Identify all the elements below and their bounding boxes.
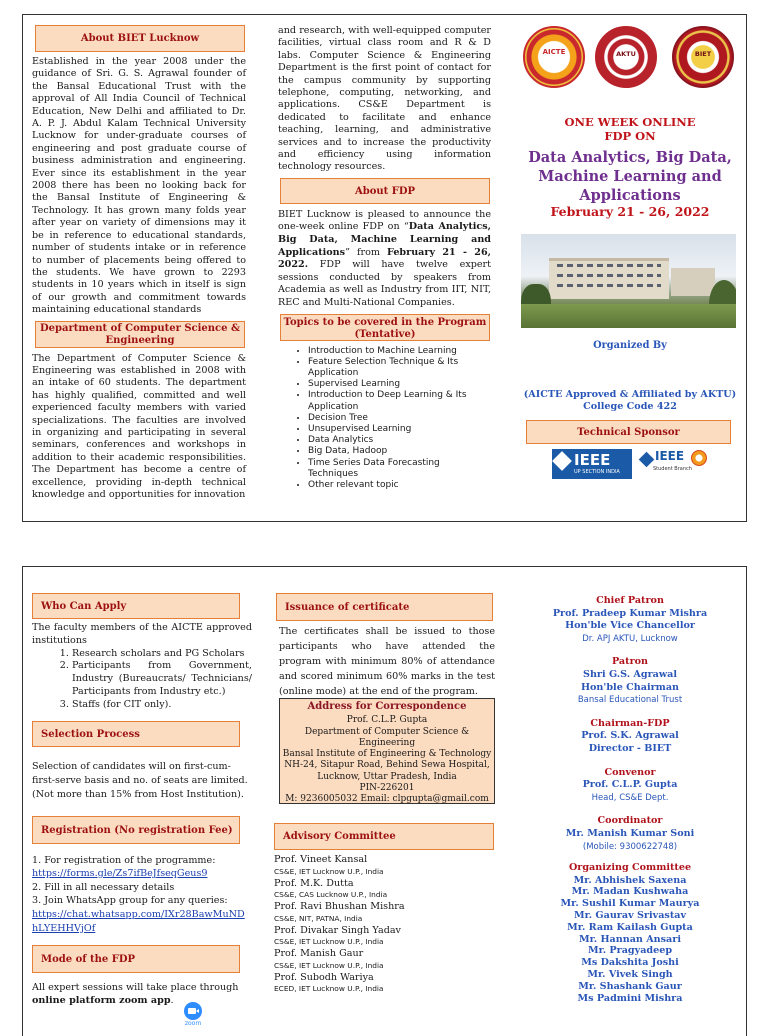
dept-text: The Department of Computer Science & Engineering was established in 2008 with an intake of 60 students. The department has highly qualified, committed and well experienced faculty members with varied specializations. The faculties are involved in organizing and participating in several seminars, conferences and workshops in addition to their academic responsibilities. The Department has become a centre of excellence, providing in-depth technical knowledge and opportunities for innovation (32, 352, 246, 500)
organizing-member: Mr. Sushil Kumar Maurya (560, 898, 700, 910)
biet-logo: BIET (672, 26, 734, 88)
registration-steps (32, 854, 252, 936)
who-can-apply-list (32, 648, 252, 712)
chairman-name: Prof. S.K. Agrawal (581, 730, 679, 742)
convenor-name: Prof. C.L.P. Gupta (582, 779, 678, 791)
address-line: Department of Computer Science & Engineering (304, 726, 470, 748)
address-heading: Address for Correspondence (307, 701, 467, 712)
address-line: M: 9236005032 Email: clpgupta@gmail.com (285, 794, 489, 805)
address-line: Lucknow, Uttar Pradesh, India (317, 771, 457, 782)
topic-item: • Supervised Learning (308, 379, 491, 390)
registration-heading: Registration (No registration Fee) (32, 816, 240, 844)
advisory-member-affiliation: CS&E, NIT, PATNA, India (274, 913, 363, 923)
chairman-role: Director - BIET (588, 742, 672, 754)
about-fdp-heading: About FDP (280, 178, 490, 204)
topic-item: • Feature Selection Technique & Its Application (308, 357, 491, 379)
organizing-committee-list (519, 875, 741, 1005)
topic-item: • Decision Tree (308, 413, 491, 424)
approval-info: (AICTE Approved & Affiliated by AKTU) College Code 422 (523, 389, 737, 412)
certificate-text: The certificates shall be issued to those participants who have attended the program with minimum 80% of attendance and scored minimum 60% marks in the test (online mode) at the end of the program. (279, 626, 495, 697)
aktu-logo: AKTU (595, 26, 657, 88)
coordinator-name: Mr. Manish Kumar Soni (565, 827, 695, 839)
convenor-role: Head, CS&E Dept. (591, 792, 669, 803)
organizing-committee-title: Organizing Committee (568, 862, 692, 874)
advisory-member-affiliation: ECED, IET Lucknow U.P., India (274, 984, 384, 993)
who-can-apply-item: 2. Participants from Government, Industry (Bureaucrats/ Technicians/ Participants from Industry etc.) (72, 660, 252, 698)
advisory-member-affiliation: CS&E, IET Lucknow U.P., India (274, 960, 384, 970)
cover-subtitle: ONE WEEK ONLINE FDP ON (564, 115, 696, 143)
topic-item: • Big Data, Hadoop (308, 446, 491, 457)
topic-item: • Unsupervised Learning (308, 424, 491, 435)
brochure-front-panel (22, 14, 747, 522)
registration-step-3: 3. Join WhatsApp group for any queries: (32, 895, 228, 907)
patron-title: Patron (611, 656, 649, 668)
address-line: NH-24, Sitapur Road, Behind Sewa Hospital, (284, 760, 490, 771)
patron-role: Hon'ble Chairman (580, 681, 680, 693)
dept-heading: Department of Computer Science & Engineering (35, 321, 245, 348)
advisory-member-name: Prof. Subodh Wariya (274, 971, 374, 983)
chief-patron-name: Prof. Pradeep Kumar Mishra (552, 607, 708, 619)
registration-form-link[interactable]: https://forms.gle/Zs7ifBeJfseqGeus9 (32, 868, 208, 880)
topic-item: • Time Series Data Forecasting Techniques (308, 458, 491, 480)
address-line: Prof. C.L.P. Gupta (346, 715, 428, 726)
organizing-member: Mr. Ram Kailash Gupta (567, 921, 693, 933)
who-can-apply-item: 3. Staffs (for CIT only). (72, 699, 252, 712)
cover-dates: February 21 - 26, 2022 (550, 204, 710, 219)
patron-name: Shri G.S. Agrawal (583, 668, 677, 680)
organized-by: Organized By (593, 340, 667, 351)
organizing-member: Mr. Abhishek Saxena (573, 874, 687, 886)
student-branch-emblem (691, 450, 707, 466)
topics-list (278, 346, 491, 492)
address-line: Bansal Institute of Engineering & Technology (282, 749, 492, 760)
ieee-student-branch-logo: IEEE Student Branch (641, 449, 711, 479)
about-biet-text: Established in the year 2008 under the guidance of Sri. G. S. Agrawal founder of the Bansal Educational Trust with the approval of All India Council of Technical Education, New Delhi and affiliated to Dr. A. P. J. Abdul Kalam Technical University Lucknow for under-graduate courses of engineering and post graduate course of business administration and engineering. Ever since its establishment in the year 2008 there has been no looking back for the Bansal Institute of Engineering & Technology. It has grown many folds year after year on variety of dimensions may it be in reference to educational standards, number of students intake or in reference to number of placements being offered to the students. We have grown to 2293 students in 10 years which in itself is sign of our growth and commitment towards maintaining educational standards (32, 56, 246, 316)
column-certificate (273, 593, 495, 699)
organizing-member: Ms Padmini Mishra (577, 992, 683, 1004)
mode-heading: Mode of the FDP (32, 945, 240, 973)
ieee-up-section-logo: IEEE UP SECTION INDIA (552, 449, 632, 479)
chief-patron-org: Dr. APJ AKTU, Lucknow (582, 633, 678, 644)
advisory-member-affiliation: CS&E, IET Lucknow U.P., India (274, 937, 384, 946)
about-biet-heading: About BIET Lucknow (35, 25, 245, 52)
ieee-diamond-icon (552, 451, 572, 471)
organizing-member: Mr. Madan Kushwaha (571, 886, 689, 898)
aicte-logo: AICTE (523, 26, 585, 88)
advisory-member-affiliation: CS&E, CAS Lucknow U.P., India (274, 890, 388, 899)
address-box (279, 698, 495, 804)
topic-item: • Other relevant topic (308, 480, 491, 491)
registration-step-1: 1. For registration of the programme: (32, 854, 216, 866)
organizing-member: Mr. Hannan Ansari (579, 933, 681, 945)
advisory-heading: Advisory Committee (274, 823, 494, 850)
column-cover (519, 15, 741, 520)
selection-text: Selection of candidates will on first-cum-first-serve basis and no. of seats are limited. (Not more than 15% from Host Institution). (32, 760, 248, 800)
technical-sponsor-heading: Technical Sponsor (526, 420, 731, 444)
campus-photo (521, 234, 736, 328)
advisory-member-name: Prof. Divakar Singh Yadav (274, 924, 401, 936)
registration-step-2: 2. Fill in all necessary details (32, 881, 175, 893)
address-lines (280, 715, 494, 805)
advisory-member-name: Prof. Ravi Bhushan Mishra (274, 901, 405, 912)
who-can-apply-intro: The faculty members of the AICTE approved institutions (32, 622, 252, 646)
cover-title: Data Analytics, Big Data, Machine Learning and Applications (528, 149, 732, 204)
address-line: PIN-226201 (359, 783, 415, 794)
advisory-member-name: Prof. Vineet Kansal (274, 854, 368, 865)
zoom-icon: zoom (181, 1002, 205, 1026)
advisory-member-name: Prof. M.K. Dutta (274, 877, 354, 889)
chief-patron-role: Hon'ble Vice Chancellor (565, 620, 695, 632)
organizing-member: Mr. Gaurav Srivastav (573, 910, 687, 922)
topic-item: • Introduction to Deep Learning & Its Application (308, 390, 491, 412)
who-can-apply-heading: Who Can Apply (32, 593, 240, 619)
dept-text-continued: and research, with well-equipped computer facilities, virtual class room and R & D labs. Computer Science & Engineering Department is the first point of contact for the campus community by supporting telephone, computing, networking, and applications. CS&E Department is dedicated to facilitate and enhance teaching, learning, and administrative services and to increase the productivity and efficiency using information technology resources. (278, 25, 491, 173)
patron-org: Bansal Educational Trust (577, 695, 683, 706)
column-about-fdp (278, 25, 491, 491)
ieee-diamond-icon-small (639, 452, 655, 468)
column-apply (32, 593, 252, 1007)
advisory-member-affiliation: CS&E, IET Lucknow U.P., India (274, 866, 384, 876)
chief-patron-title: Chief Patron (596, 595, 664, 606)
coordinator-title: Coordinator (597, 815, 663, 827)
organizing-member: Mr. Vivek Singh (587, 969, 673, 981)
certificate-heading: Issuance of certificate (276, 593, 493, 621)
advisory-list (274, 854, 494, 995)
convenor-title: Convenor (604, 766, 656, 778)
about-fdp-text: BIET Lucknow is pleased to announce the one-week online FDP on “Data Analytics, Big Data, Machine Learning and Applications” from February 21 - 26, 2022. FDP will have twelve expert sessions conducted by speakers from Academia as well as Industry from IIT, NIT, REC and Multi-National Companies. (278, 208, 491, 309)
organizing-member: Mr. Pragyadeep (587, 945, 673, 957)
topic-item: • Data Analytics (308, 435, 491, 446)
mode-text: All expert sessions will take place through online platform zoom app. (32, 982, 239, 1007)
who-can-apply-item: 1. Research scholars and PG Scholars (72, 648, 252, 661)
topic-item: • Introduction to Machine Learning (308, 346, 491, 357)
coordinator-mobile: (Mobile: 9300622748) (582, 841, 678, 852)
whatsapp-group-link[interactable]: https://chat.whatsapp.com/IXr28BawMuND hLYEHHVjOf (32, 908, 245, 934)
advisory-member-name: Prof. Manish Gaur (274, 948, 364, 959)
column-about-biet (32, 25, 246, 501)
brochure-back-panel (22, 566, 747, 1036)
column-committee (519, 595, 741, 1004)
chairman-title: Chairman-FDP (590, 717, 670, 729)
organizing-member: Ms Dakshita Joshi (581, 957, 679, 969)
organizing-member: Mr. Shashank Gaur (578, 980, 682, 992)
topics-heading: Topics to be covered in the Program (Tentative) (280, 314, 490, 341)
selection-heading: Selection Process (32, 721, 240, 747)
